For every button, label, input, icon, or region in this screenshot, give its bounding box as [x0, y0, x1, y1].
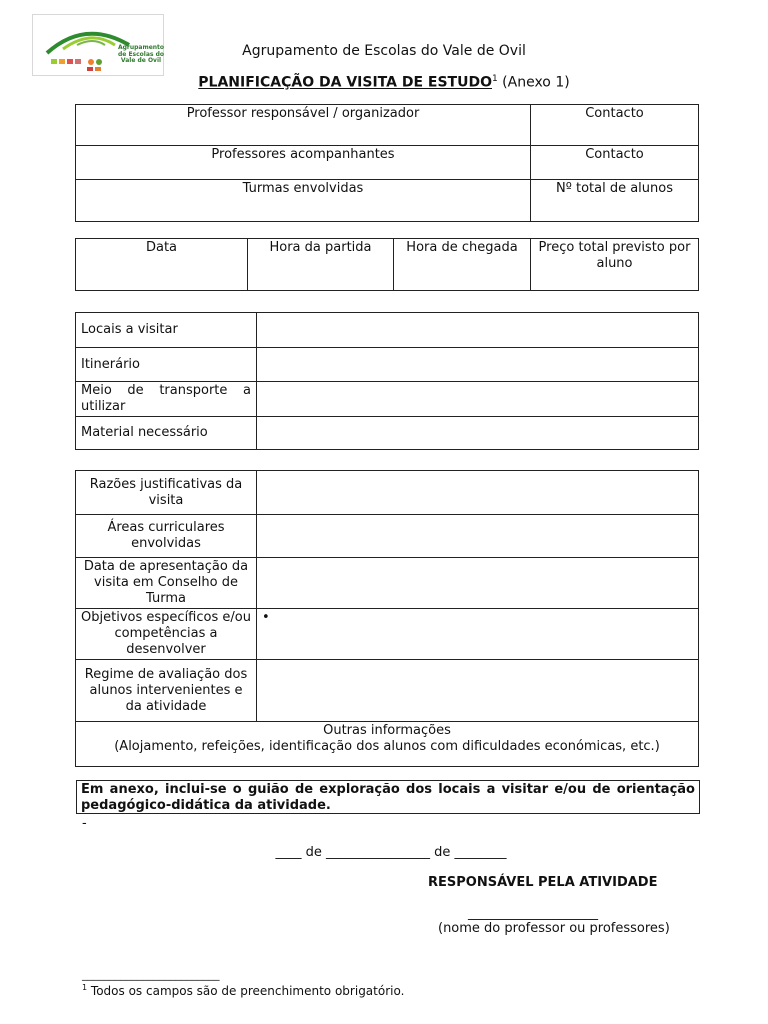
organizer-contact-label: Contacto — [531, 105, 699, 146]
evaluation-label: Regime de avaliação dos alunos intervenientes e da atividade — [76, 660, 257, 722]
presentation-date-label: Data de apresentação da visita em Conselho de Turma — [76, 558, 257, 609]
schedule-table — [75, 238, 699, 291]
footnote-mark: 1 — [82, 983, 88, 992]
dash-mark: - — [82, 816, 87, 831]
arrival-header: Hora de chegada — [394, 239, 531, 291]
locations-table — [75, 312, 699, 450]
presentation-date-value — [257, 558, 699, 609]
other-info-title: Outras informações — [323, 723, 451, 738]
other-info-subtitle: (Alojamento, refeições, identificação dos alunos com dificuldades económicas, etc.) — [114, 739, 660, 754]
departure-header: Hora da partida — [248, 239, 394, 291]
transport-value — [257, 382, 699, 417]
signature-caption: (nome do professor ou professores) — [438, 921, 670, 936]
footnote-text: Todos os campos são de preenchimento obrigatório. — [90, 984, 405, 998]
organizer-table — [75, 104, 699, 222]
materials-value — [257, 417, 699, 450]
itinerary-value — [257, 348, 699, 382]
locations-label: Locais a visitar — [76, 313, 257, 348]
companions-label: Professores acompanhantes — [76, 146, 531, 180]
title-text: PLANIFICAÇÃO DA VISITA DE ESTUDO — [198, 74, 492, 91]
footnote-rule: _________________________ — [82, 968, 220, 981]
locations-value — [257, 313, 699, 348]
date-line: ____ de ________________ de ________ — [275, 845, 507, 860]
justification-table — [75, 470, 699, 767]
bullet-icon: • — [262, 610, 270, 625]
reasons-value — [257, 471, 699, 515]
transport-label: Meio de transporte a utilizar — [76, 382, 257, 417]
school-name: Agrupamento de Escolas do Vale de Ovil — [242, 43, 526, 59]
logo-text: Agrupamento de Escolas do Vale de Ovil — [117, 44, 165, 64]
materials-label: Material necessário — [76, 417, 257, 450]
itinerary-label: Itinerário — [76, 348, 257, 382]
objectives-value — [257, 609, 699, 660]
title-footnote-mark: 1 — [491, 74, 498, 84]
document-title — [0, 74, 768, 91]
annex-note: Em anexo, inclui-se o guião de exploração dos locais a visitar e/ou de orientação pedagógico-didática da atividade. — [76, 780, 700, 814]
curricular-areas-value — [257, 515, 699, 558]
companions-contact-label: Contacto — [531, 146, 699, 180]
organizer-label: Professor responsável / organizador — [76, 105, 531, 146]
signature-line: ____________________ — [468, 906, 598, 921]
date-header: Data — [76, 239, 248, 291]
footnote — [82, 983, 404, 998]
responsible-label: RESPONSÁVEL PELA ATIVIDADE — [428, 875, 658, 890]
evaluation-value — [257, 660, 699, 722]
annex-label: (Anexo 1) — [502, 74, 570, 91]
classes-label: Turmas envolvidas — [76, 180, 531, 222]
reasons-label: Razões justificativas da visita — [76, 471, 257, 515]
total-students-label: Nº total de alunos — [531, 180, 699, 222]
price-header: Preço total previsto por aluno — [531, 239, 699, 291]
objectives-label: Objetivos específicos e/ou competências a desenvolver — [76, 609, 257, 660]
curricular-areas-label: Áreas curriculares envolvidas — [76, 515, 257, 558]
other-info-cell — [76, 722, 699, 767]
